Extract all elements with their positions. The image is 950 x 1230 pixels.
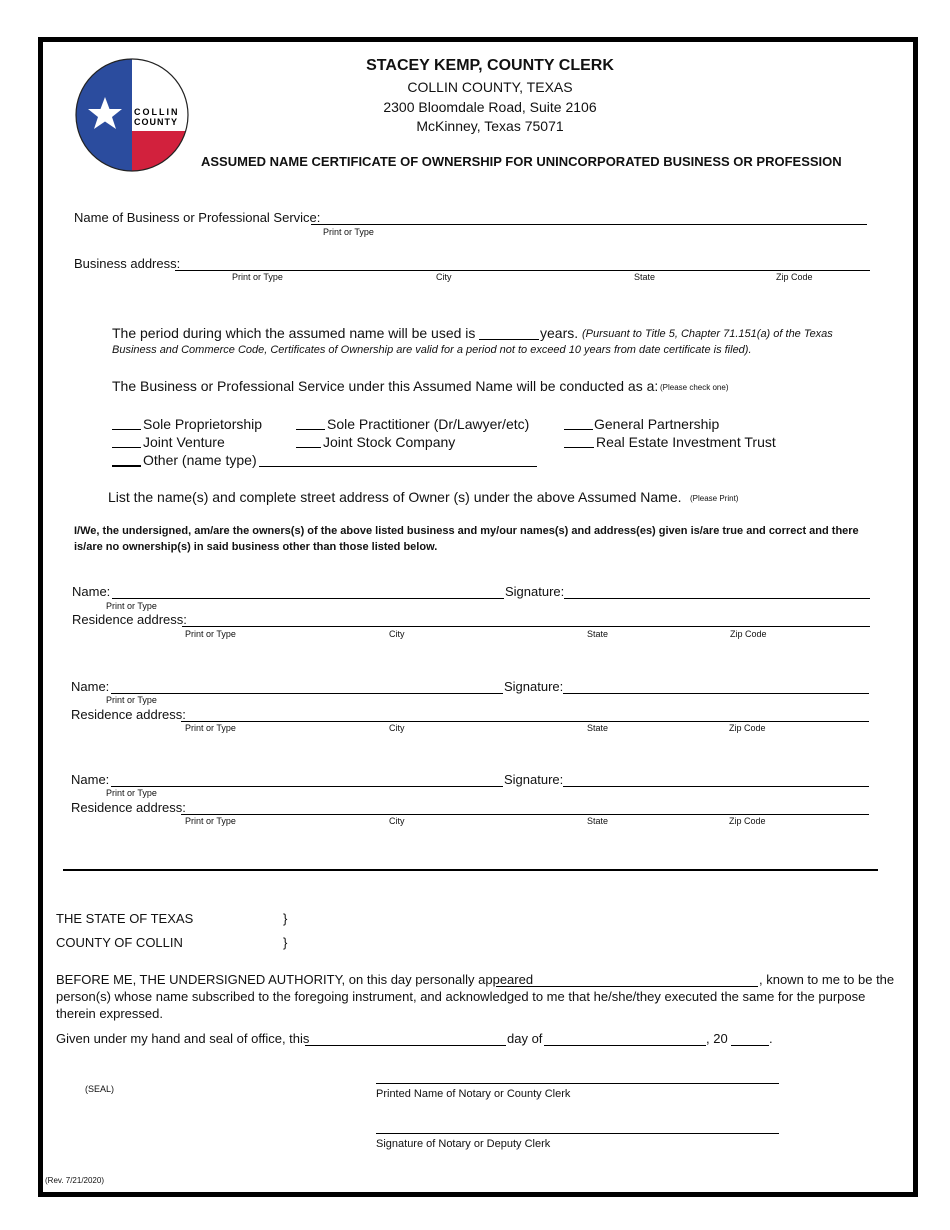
brace-2: } xyxy=(283,935,288,950)
conducted-as-text: The Business or Professional Service under this Assumed Name will be conducted as a: xyxy=(112,378,659,394)
business-address-label: Business address: xyxy=(74,256,181,271)
please-print-note: (Please Print) xyxy=(690,494,739,503)
owner2-city-hint: City xyxy=(389,723,405,733)
print-or-type-hint: Print or Type xyxy=(232,272,283,282)
given-year-field[interactable] xyxy=(731,1045,769,1046)
owner1-print-hint2: Print or Type xyxy=(185,629,236,639)
please-check-one: (Please check one) xyxy=(660,383,729,392)
section-divider xyxy=(63,869,878,871)
owner3-state-hint: State xyxy=(587,816,609,826)
owner2-zip-hint: Zip Code xyxy=(729,723,766,733)
known-to-me-text: , known to me to be the xyxy=(759,972,895,987)
owner1-print-hint: Print or Type xyxy=(106,601,157,611)
address-line2: McKinney, Texas 75071 xyxy=(416,118,564,134)
business-name-label: Name of Business or Professional Service: xyxy=(74,210,321,225)
owner1-zip-hint: Zip Code xyxy=(730,629,767,639)
county-of-collin: COUNTY OF COLLIN xyxy=(56,935,183,950)
other-name-type-field[interactable] xyxy=(259,466,537,467)
checkbox-joint-venture[interactable] xyxy=(112,447,141,448)
city-hint: City xyxy=(436,272,452,282)
period-note-line2: Business and Commerce Code, Certificates of Ownership are valid for a period not to exceed 10 years from date certificate is filed). xyxy=(112,344,752,356)
option-other: Other (name type) xyxy=(143,452,257,468)
form-title: ASSUMED NAME CERTIFICATE OF OWNERSHIP FOR UNINCORPORATED BUSINESS OR PROFESSION xyxy=(201,154,842,169)
owner2-signature-label: Signature: xyxy=(504,679,564,694)
period-note-line1: (Pursuant to Title 5, Chapter 71.151(a) of the Texas xyxy=(582,328,833,340)
option-joint-venture: Joint Venture xyxy=(143,434,225,450)
notary-signature-label: Signature of Notary or Deputy Clerk xyxy=(376,1138,551,1150)
period-char: . xyxy=(769,1031,773,1046)
owner2-print-hint: Print or Type xyxy=(106,695,157,705)
owner3-city-hint: City xyxy=(389,816,405,826)
appeared-name-field[interactable] xyxy=(496,986,758,987)
owner3-residence-label: Residence address: xyxy=(71,800,186,815)
owner1-city-hint: City xyxy=(389,629,405,639)
option-joint-stock: Joint Stock Company xyxy=(323,434,456,450)
owner3-print-hint2: Print or Type xyxy=(185,816,236,826)
printed-name-label: Printed Name of Notary or County Clerk xyxy=(376,1088,571,1100)
logo-text-county: COUNTY xyxy=(134,117,178,127)
given-under-text: Given under my hand and seal of office, this xyxy=(56,1031,310,1046)
print-or-type-hint: Print or Type xyxy=(323,227,374,237)
checkbox-reit[interactable] xyxy=(564,447,594,448)
day-of-text: day of xyxy=(507,1031,543,1046)
owner1-state-hint: State xyxy=(587,629,609,639)
years-field[interactable] xyxy=(479,339,539,340)
seal-label: (SEAL) xyxy=(85,1084,115,1094)
owner1-residence-label: Residence address: xyxy=(72,612,187,627)
option-sole-practitioner: Sole Practitioner (Dr/Lawyer/etc) xyxy=(327,416,530,432)
owner3-zip-hint: Zip Code xyxy=(729,816,766,826)
owner2-residence-label: Residence address: xyxy=(71,707,186,722)
business-address-field[interactable] xyxy=(175,270,870,271)
clerk-name: STACEY KEMP, COUNTY CLERK xyxy=(366,57,614,74)
address-line1: 2300 Bloomdale Road, Suite 2106 xyxy=(383,99,597,115)
notary-line3: therein expressed. xyxy=(56,1006,163,1021)
years-label: years. xyxy=(540,325,579,341)
declaration-line1: I/We, the undersigned, am/are the owners(s) of the above listed business and my/our names(s) and address(es) given is/are true and correct and there xyxy=(74,525,859,537)
owner3-residence-field[interactable] xyxy=(181,814,869,815)
before-me-text: BEFORE ME, THE UNDERSIGNED AUTHORITY, on this day personally appeared xyxy=(56,972,534,987)
brace-1: } xyxy=(283,911,288,926)
list-owners-text: List the name(s) and complete street address of Owner (s) under the above Assumed Name. xyxy=(108,489,682,505)
owner3-name-label: Name: xyxy=(71,772,110,787)
option-general-partnership: General Partnership xyxy=(594,416,720,432)
checkbox-sole-practitioner[interactable] xyxy=(296,429,325,430)
owner3-name-field[interactable] xyxy=(111,786,503,787)
owner1-name-label: Name: xyxy=(72,584,111,599)
owner1-signature-field[interactable] xyxy=(564,598,870,599)
owner2-name-field[interactable] xyxy=(111,693,503,694)
state-of-texas: THE STATE OF TEXAS xyxy=(56,911,194,926)
owner1-name-field[interactable] xyxy=(112,598,504,599)
period-text: The period during which the assumed name will be used is xyxy=(112,325,476,341)
owner3-signature-field[interactable] xyxy=(563,786,869,787)
checkbox-other[interactable] xyxy=(112,465,141,467)
collin-county-logo xyxy=(74,57,192,175)
given-day-field[interactable] xyxy=(305,1045,506,1046)
owner1-residence-field[interactable] xyxy=(182,626,870,627)
owner2-residence-field[interactable] xyxy=(181,721,869,722)
state-hint: State xyxy=(634,272,656,282)
owner1-signature-label: Signature: xyxy=(505,584,565,599)
declaration-line2: is/are no ownership(s) in said business other than those listed below. xyxy=(74,541,438,553)
zip-hint: Zip Code xyxy=(776,272,813,282)
printed-name-field[interactable] xyxy=(376,1083,779,1084)
notary-signature-field[interactable] xyxy=(376,1133,779,1134)
owner2-signature-field[interactable] xyxy=(563,693,869,694)
checkbox-joint-stock[interactable] xyxy=(296,447,321,448)
owner3-signature-label: Signature: xyxy=(504,772,564,787)
comma-20-text: , 20 xyxy=(706,1031,728,1046)
revision-label: (Rev. 7/21/2020) xyxy=(45,1176,104,1185)
owner2-name-label: Name: xyxy=(71,679,110,694)
logo-text-collin: COLLIN xyxy=(134,107,180,117)
checkbox-general-partnership[interactable] xyxy=(564,429,593,430)
option-sole-proprietorship: Sole Proprietorship xyxy=(143,416,263,432)
county-state: COLLIN COUNTY, TEXAS xyxy=(407,79,573,95)
option-reit: Real Estate Investment Trust xyxy=(596,434,776,450)
owner3-print-hint: Print or Type xyxy=(106,788,157,798)
owner2-state-hint: State xyxy=(587,723,609,733)
notary-line2: person(s) whose name subscribed to the foregoing instrument, and acknowledged to me that he/she/they executed the same for the purpose xyxy=(56,989,866,1004)
owner2-print-hint2: Print or Type xyxy=(185,723,236,733)
given-month-field[interactable] xyxy=(544,1045,706,1046)
checkbox-sole-proprietorship[interactable] xyxy=(112,429,141,430)
business-name-field[interactable] xyxy=(311,224,867,225)
